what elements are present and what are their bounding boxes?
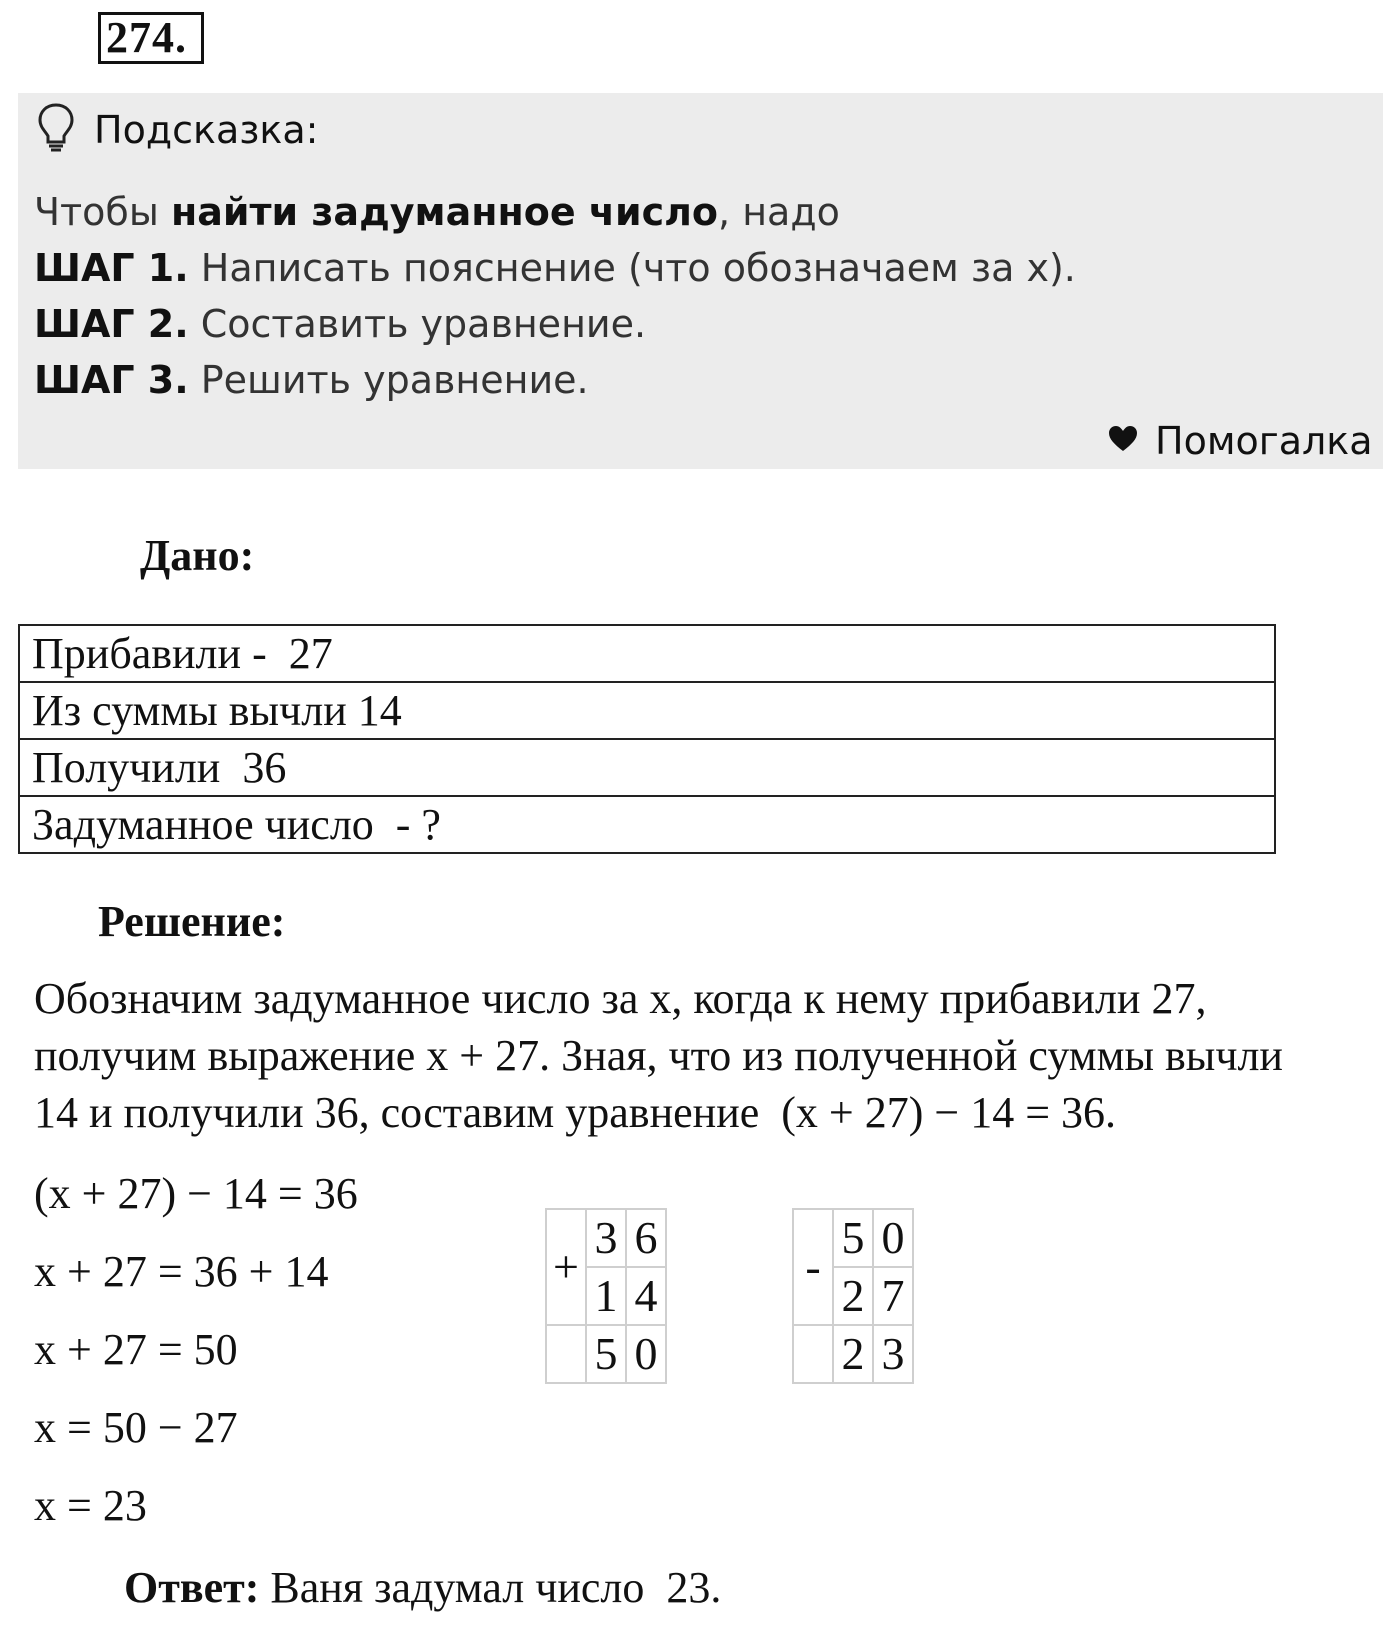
given-row-4: Задуманное число - ? bbox=[19, 796, 1275, 853]
addition-operator: + bbox=[546, 1209, 586, 1325]
digit-cell: 5 bbox=[586, 1325, 626, 1383]
equation-1: (x + 27) − 14 = 36 bbox=[34, 1169, 358, 1218]
given-table bbox=[18, 624, 1276, 854]
solution-paragraph-line-3: 14 и получили 36, составим уравнение (x + 27) − 14 = 36. bbox=[34, 1088, 1117, 1137]
equation-5: x = 23 bbox=[34, 1481, 147, 1530]
hint-step-3: ШАГ 3. Решить уравнение. bbox=[34, 358, 589, 402]
brand-label: Помогалка bbox=[1155, 419, 1373, 463]
digit-cell: 6 bbox=[626, 1209, 666, 1267]
hint-title: Подсказка: bbox=[94, 108, 319, 152]
hint-step-2: ШАГ 2. Составить уравнение. bbox=[34, 302, 647, 346]
table-row bbox=[19, 625, 1275, 682]
equation-3: x + 27 = 50 bbox=[34, 1325, 238, 1374]
answer-text: Ваня задумал число 23. bbox=[259, 1563, 722, 1612]
solution-title: Решение: bbox=[98, 897, 286, 946]
subtraction-operator: - bbox=[793, 1209, 833, 1325]
hint-step-1: ШАГ 1. Написать пояснение (что обозначаем за x). bbox=[34, 246, 1076, 290]
given-title: Дано: bbox=[140, 531, 255, 580]
empty-cell bbox=[793, 1325, 833, 1383]
digit-cell: 5 bbox=[833, 1209, 873, 1267]
hint-intro: Чтобы найти задуманное число, надо bbox=[34, 190, 840, 234]
column-addition bbox=[545, 1208, 667, 1384]
column-subtraction bbox=[792, 1208, 914, 1384]
given-row-2: Из суммы вычли 14 bbox=[19, 682, 1275, 739]
solution-paragraph-line-2: получим выражение x + 27. Зная, что из полученной суммы вычли bbox=[34, 1031, 1283, 1080]
digit-cell: 2 bbox=[833, 1267, 873, 1325]
given-row-1: Прибавили - 27 bbox=[19, 625, 1275, 682]
digit-cell: 1 bbox=[586, 1267, 626, 1325]
equation-4: x = 50 − 27 bbox=[34, 1403, 238, 1452]
table-row bbox=[19, 739, 1275, 796]
heart-icon bbox=[1108, 425, 1138, 453]
lightbulb-icon bbox=[36, 102, 76, 154]
digit-cell: 4 bbox=[626, 1267, 666, 1325]
answer-line bbox=[124, 1562, 721, 1614]
answer-label: Ответ: bbox=[124, 1563, 260, 1612]
digit-cell: 3 bbox=[873, 1325, 913, 1383]
digit-cell: 3 bbox=[586, 1209, 626, 1267]
digit-cell: 0 bbox=[873, 1209, 913, 1267]
digit-cell: 0 bbox=[626, 1325, 666, 1383]
empty-cell bbox=[546, 1325, 586, 1383]
problem-number: 274. bbox=[106, 13, 187, 62]
digit-cell: 2 bbox=[833, 1325, 873, 1383]
given-row-3: Получили 36 bbox=[19, 739, 1275, 796]
table-row bbox=[19, 796, 1275, 853]
table-row bbox=[19, 682, 1275, 739]
solution-paragraph-line-1: Обозначим задуманное число за x, когда к нему прибавили 27, bbox=[34, 974, 1207, 1023]
digit-cell: 7 bbox=[873, 1267, 913, 1325]
equation-2: x + 27 = 36 + 14 bbox=[34, 1247, 329, 1296]
